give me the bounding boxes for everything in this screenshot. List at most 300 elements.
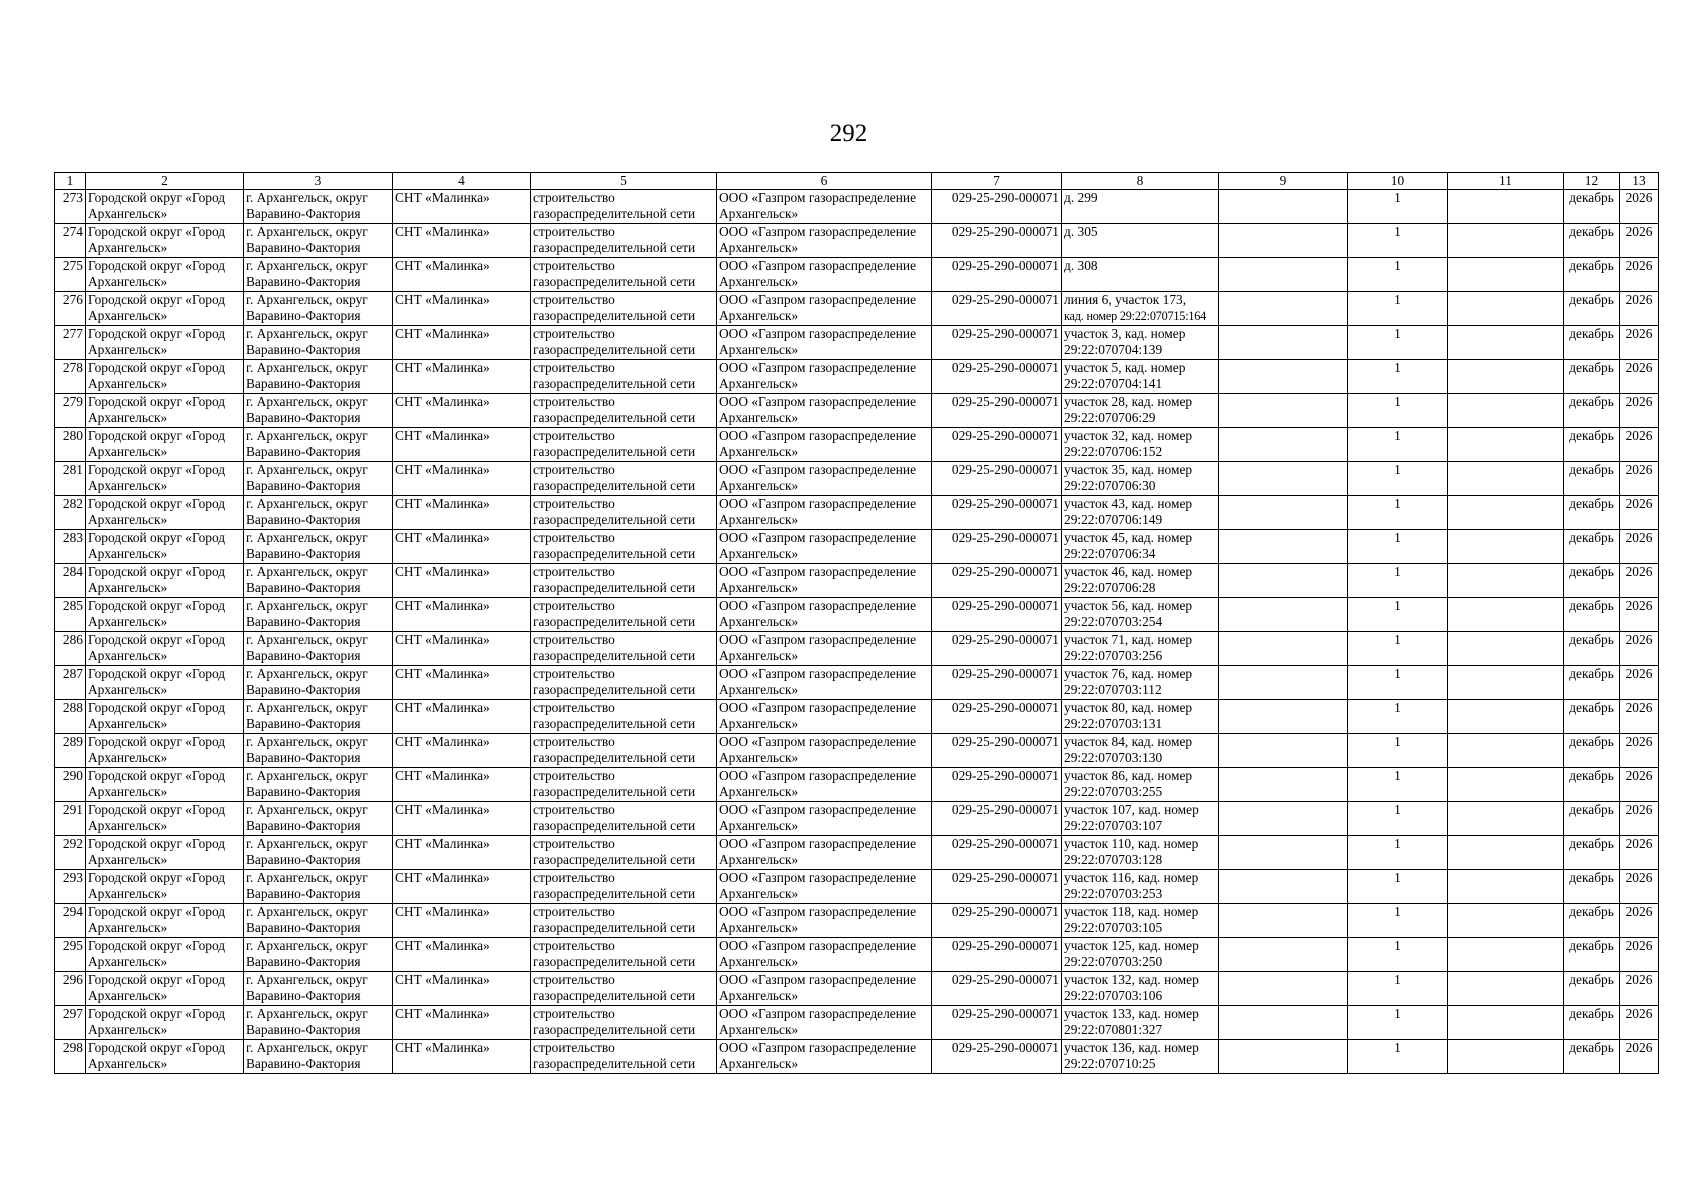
work-type-line-1: строительство xyxy=(533,904,615,919)
address-cell xyxy=(1062,1006,1219,1040)
row-number-text: 279 xyxy=(62,394,83,409)
row-number-text: 276 xyxy=(62,292,83,307)
locality-line-2: Варавино-Фактория xyxy=(246,716,361,731)
column-header: 6 xyxy=(717,173,932,190)
address-line-1: линия 6, участок 173, xyxy=(1064,292,1187,307)
locality-line-1: г. Архангельск, округ xyxy=(246,1040,368,1055)
municipality-cell xyxy=(86,904,244,938)
work-type-line-1: строительство xyxy=(533,938,615,953)
year-text: 2026 xyxy=(1625,1006,1653,1021)
work-type-cell xyxy=(531,292,717,326)
locality-line-2: Варавино-Фактория xyxy=(246,750,361,765)
work-type-line-1: строительство xyxy=(533,734,615,749)
organization-line-1: ООО «Газпром газораспределение xyxy=(719,530,917,545)
table-row xyxy=(55,1006,1659,1040)
column-9-cell xyxy=(1219,1006,1348,1040)
work-type-cell xyxy=(531,836,717,870)
locality-line-1: г. Архангельск, округ xyxy=(246,870,368,885)
settlement-text: СНТ «Малинка» xyxy=(395,1040,490,1055)
work-type-line-1: строительство xyxy=(533,428,615,443)
year-cell xyxy=(1620,360,1659,394)
municipality-cell xyxy=(86,836,244,870)
quantity-text: 1 xyxy=(1394,1040,1401,1055)
code-cell xyxy=(932,360,1062,394)
column-11-cell xyxy=(1448,394,1564,428)
address-line-2: 29:22:070703:130 xyxy=(1064,750,1163,765)
quantity-text: 1 xyxy=(1394,428,1401,443)
code-cell xyxy=(932,904,1062,938)
column-header: 7 xyxy=(932,173,1062,190)
organization-line-1: ООО «Газпром газораспределение xyxy=(719,802,917,817)
code-cell xyxy=(932,190,1062,224)
municipality-line-1: Городской округ «Город xyxy=(88,598,226,613)
year-cell xyxy=(1620,428,1659,462)
municipality-line-1: Городской округ «Город xyxy=(88,700,226,715)
year-cell xyxy=(1620,802,1659,836)
work-type-line-2: газораспределительной сети xyxy=(533,648,696,663)
work-type-line-1: строительство xyxy=(533,1006,615,1021)
quantity-cell xyxy=(1348,462,1448,496)
organization-cell xyxy=(717,666,932,700)
address-line-1: участок 118, кад. номер xyxy=(1064,904,1199,919)
table-row xyxy=(55,938,1659,972)
row-number xyxy=(55,292,86,326)
quantity-cell xyxy=(1348,394,1448,428)
month-text: декабрь xyxy=(1569,530,1614,545)
row-number xyxy=(55,530,86,564)
work-type-cell xyxy=(531,666,717,700)
locality-line-1: г. Архангельск, округ xyxy=(246,224,368,239)
year-cell xyxy=(1620,564,1659,598)
work-type-cell xyxy=(531,190,717,224)
table-row xyxy=(55,326,1659,360)
quantity-cell xyxy=(1348,768,1448,802)
column-11-cell xyxy=(1448,768,1564,802)
organization-line-2: Архангельск» xyxy=(719,818,799,833)
municipality-line-2: Архангельск» xyxy=(88,614,168,629)
locality-line-2: Варавино-Фактория xyxy=(246,682,361,697)
code-text: 029-25-290-000071 xyxy=(951,938,1059,953)
organization-cell xyxy=(717,768,932,802)
column-header: 13 xyxy=(1620,173,1659,190)
column-11-cell xyxy=(1448,258,1564,292)
year-cell xyxy=(1620,292,1659,326)
organization-line-1: ООО «Газпром газораспределение xyxy=(719,224,917,239)
column-header: 12 xyxy=(1564,173,1620,190)
column-9-cell xyxy=(1219,394,1348,428)
municipality-line-1: Городской округ «Город xyxy=(88,1040,226,1055)
address-line-2: 29:22:070703:131 xyxy=(1064,716,1163,731)
organization-line-2: Архангельск» xyxy=(719,614,799,629)
month-text: декабрь xyxy=(1569,462,1614,477)
quantity-text: 1 xyxy=(1394,836,1401,851)
work-type-line-1: строительство xyxy=(533,700,615,715)
work-type-line-1: строительство xyxy=(533,496,615,511)
month-cell xyxy=(1564,496,1620,530)
address-line-1: д. 308 xyxy=(1064,258,1098,273)
month-text: декабрь xyxy=(1569,938,1614,953)
organization-line-1: ООО «Газпром газораспределение xyxy=(719,1040,917,1055)
organization-line-1: ООО «Газпром газораспределение xyxy=(719,360,917,375)
code-text: 029-25-290-000071 xyxy=(951,734,1059,749)
column-9-cell xyxy=(1219,428,1348,462)
settlement-cell xyxy=(393,972,531,1006)
address-line-2: 29:22:070706:152 xyxy=(1064,444,1163,459)
quantity-cell xyxy=(1348,904,1448,938)
year-cell xyxy=(1620,1040,1659,1074)
column-11-cell xyxy=(1448,870,1564,904)
row-number xyxy=(55,1040,86,1074)
column-11-cell xyxy=(1448,360,1564,394)
work-type-cell xyxy=(531,326,717,360)
work-type-line-1: строительство xyxy=(533,802,615,817)
organization-line-1: ООО «Газпром газораспределение xyxy=(719,326,917,341)
year-text: 2026 xyxy=(1625,632,1653,647)
address-cell xyxy=(1062,768,1219,802)
organization-line-1: ООО «Газпром газораспределение xyxy=(719,972,917,987)
column-11-cell xyxy=(1448,632,1564,666)
month-cell xyxy=(1564,938,1620,972)
municipality-cell xyxy=(86,394,244,428)
municipality-cell xyxy=(86,768,244,802)
work-type-cell xyxy=(531,564,717,598)
locality-cell xyxy=(244,224,393,258)
code-text: 029-25-290-000071 xyxy=(951,190,1059,205)
quantity-cell xyxy=(1348,598,1448,632)
work-type-line-1: строительство xyxy=(533,564,615,579)
settlement-text: СНТ «Малинка» xyxy=(395,768,490,783)
year-cell xyxy=(1620,972,1659,1006)
organization-line-2: Архангельск» xyxy=(719,206,799,221)
quantity-text: 1 xyxy=(1394,258,1401,273)
address-cell xyxy=(1062,802,1219,836)
work-type-line-1: строительство xyxy=(533,972,615,987)
municipality-line-2: Архангельск» xyxy=(88,920,168,935)
row-number xyxy=(55,598,86,632)
row-number-text: 282 xyxy=(62,496,83,511)
address-line-2: 29:22:070703:106 xyxy=(1064,988,1163,1003)
row-number-text: 284 xyxy=(62,564,83,579)
table-row xyxy=(55,564,1659,598)
year-text: 2026 xyxy=(1625,394,1653,409)
address-cell xyxy=(1062,972,1219,1006)
year-text: 2026 xyxy=(1625,666,1653,681)
locality-line-2: Варавино-Фактория xyxy=(246,648,361,663)
municipality-line-2: Архангельск» xyxy=(88,240,168,255)
row-number-text: 289 xyxy=(62,734,83,749)
work-type-cell xyxy=(531,462,717,496)
locality-line-2: Варавино-Фактория xyxy=(246,886,361,901)
code-cell xyxy=(932,258,1062,292)
settlement-cell xyxy=(393,1040,531,1074)
column-9-cell xyxy=(1219,292,1348,326)
year-text: 2026 xyxy=(1625,768,1653,783)
row-number-text: 287 xyxy=(62,666,83,681)
locality-cell xyxy=(244,1006,393,1040)
column-11-cell xyxy=(1448,564,1564,598)
locality-line-1: г. Архангельск, округ xyxy=(246,802,368,817)
table-row xyxy=(55,462,1659,496)
column-11-cell xyxy=(1448,598,1564,632)
settlement-cell xyxy=(393,836,531,870)
address-line-2: 29:22:070706:34 xyxy=(1064,546,1156,561)
settlement-cell xyxy=(393,360,531,394)
work-type-line-2: газораспределительной сети xyxy=(533,342,696,357)
organization-cell xyxy=(717,258,932,292)
quantity-cell xyxy=(1348,802,1448,836)
page-number: 292 xyxy=(829,120,868,147)
quantity-text: 1 xyxy=(1394,292,1401,307)
table-row xyxy=(55,360,1659,394)
locality-line-2: Варавино-Фактория xyxy=(246,206,361,221)
code-cell xyxy=(932,1040,1062,1074)
quantity-cell xyxy=(1348,870,1448,904)
quantity-cell xyxy=(1348,564,1448,598)
address-line-1: участок 43, кад. номер xyxy=(1064,496,1193,511)
organization-cell xyxy=(717,292,932,326)
municipality-line-2: Архангельск» xyxy=(88,648,168,663)
work-type-line-2: газораспределительной сети xyxy=(533,410,696,425)
settlement-text: СНТ «Малинка» xyxy=(395,190,490,205)
municipality-cell xyxy=(86,1040,244,1074)
quantity-cell xyxy=(1348,360,1448,394)
row-number-text: 283 xyxy=(62,530,83,545)
year-cell xyxy=(1620,904,1659,938)
month-cell xyxy=(1564,190,1620,224)
locality-line-2: Варавино-Фактория xyxy=(246,818,361,833)
code-cell xyxy=(932,666,1062,700)
municipality-cell xyxy=(86,972,244,1006)
locality-line-1: г. Архангельск, округ xyxy=(246,598,368,613)
organization-line-1: ООО «Газпром газораспределение xyxy=(719,700,917,715)
work-type-line-1: строительство xyxy=(533,836,615,851)
settlement-cell xyxy=(393,224,531,258)
quantity-cell xyxy=(1348,632,1448,666)
locality-cell xyxy=(244,938,393,972)
municipality-cell xyxy=(86,938,244,972)
column-9-cell xyxy=(1219,734,1348,768)
work-type-cell xyxy=(531,360,717,394)
locality-line-1: г. Архангельск, округ xyxy=(246,904,368,919)
organization-line-2: Архангельск» xyxy=(719,342,799,357)
municipality-line-2: Архангельск» xyxy=(88,818,168,833)
month-text: декабрь xyxy=(1569,972,1614,987)
work-type-cell xyxy=(531,734,717,768)
column-number-row xyxy=(55,173,1659,190)
month-text: декабрь xyxy=(1569,1006,1614,1021)
work-type-cell xyxy=(531,972,717,1006)
quantity-cell xyxy=(1348,734,1448,768)
work-type-line-1: строительство xyxy=(533,224,615,239)
month-cell xyxy=(1564,870,1620,904)
organization-cell xyxy=(717,836,932,870)
locality-line-2: Варавино-Фактория xyxy=(246,546,361,561)
address-line-1: участок 125, кад. номер xyxy=(1064,938,1199,953)
code-text: 029-25-290-000071 xyxy=(951,632,1059,647)
settlement-text: СНТ «Малинка» xyxy=(395,564,490,579)
code-cell xyxy=(932,326,1062,360)
organization-cell xyxy=(717,462,932,496)
code-cell xyxy=(932,700,1062,734)
organization-line-2: Архангельск» xyxy=(719,546,799,561)
month-text: декабрь xyxy=(1569,734,1614,749)
work-type-line-1: строительство xyxy=(533,394,615,409)
work-type-cell xyxy=(531,428,717,462)
year-text: 2026 xyxy=(1625,292,1653,307)
quantity-cell xyxy=(1348,700,1448,734)
column-11-cell xyxy=(1448,700,1564,734)
municipality-cell xyxy=(86,258,244,292)
address-line-2: 29:22:070703:107 xyxy=(1064,818,1163,833)
column-9-cell xyxy=(1219,768,1348,802)
year-text: 2026 xyxy=(1625,938,1653,953)
work-type-cell xyxy=(531,802,717,836)
settlement-cell xyxy=(393,1006,531,1040)
year-text: 2026 xyxy=(1625,1040,1653,1055)
municipality-cell xyxy=(86,190,244,224)
quantity-text: 1 xyxy=(1394,1006,1401,1021)
address-line-2: 29:22:070703:256 xyxy=(1064,648,1163,663)
work-type-line-2: газораспределительной сети xyxy=(533,954,696,969)
settlement-text: СНТ «Малинка» xyxy=(395,836,490,851)
municipality-cell xyxy=(86,1006,244,1040)
column-11-cell xyxy=(1448,938,1564,972)
locality-line-2: Варавино-Фактория xyxy=(246,852,361,867)
month-cell xyxy=(1564,700,1620,734)
settlement-cell xyxy=(393,734,531,768)
address-line-1: участок 136, кад. номер xyxy=(1064,1040,1199,1055)
address-cell xyxy=(1062,870,1219,904)
quantity-cell xyxy=(1348,1040,1448,1074)
municipality-line-1: Городской округ «Город xyxy=(88,360,226,375)
column-9-cell xyxy=(1219,190,1348,224)
month-text: декабрь xyxy=(1569,836,1614,851)
locality-cell xyxy=(244,802,393,836)
row-number xyxy=(55,904,86,938)
municipality-line-1: Городской округ «Город xyxy=(88,394,226,409)
row-number xyxy=(55,700,86,734)
municipality-line-2: Архангельск» xyxy=(88,274,168,289)
municipality-line-2: Архангельск» xyxy=(88,784,168,799)
column-9-cell xyxy=(1219,938,1348,972)
code-cell xyxy=(932,428,1062,462)
organization-cell xyxy=(717,632,932,666)
municipality-line-1: Городской округ «Город xyxy=(88,972,226,987)
address-line-2: 29:22:070710:25 xyxy=(1064,1056,1156,1071)
column-9-cell xyxy=(1219,462,1348,496)
month-text: декабрь xyxy=(1569,190,1614,205)
organization-cell xyxy=(717,870,932,904)
work-type-line-2: газораспределительной сети xyxy=(533,444,696,459)
municipality-line-2: Архангельск» xyxy=(88,206,168,221)
municipality-line-2: Архангельск» xyxy=(88,886,168,901)
address-line-1: участок 45, кад. номер xyxy=(1064,530,1193,545)
address-line-1: участок 3, кад. номер xyxy=(1064,326,1186,341)
municipality-line-1: Городской округ «Город xyxy=(88,768,226,783)
work-type-cell xyxy=(531,870,717,904)
municipality-cell xyxy=(86,598,244,632)
organization-cell xyxy=(717,394,932,428)
organization-line-2: Архангельск» xyxy=(719,852,799,867)
locality-line-2: Варавино-Фактория xyxy=(246,512,361,527)
year-text: 2026 xyxy=(1625,564,1653,579)
work-type-cell xyxy=(531,1006,717,1040)
year-cell xyxy=(1620,1006,1659,1040)
municipality-line-2: Архангельск» xyxy=(88,342,168,357)
month-cell xyxy=(1564,394,1620,428)
work-type-line-1: строительство xyxy=(533,768,615,783)
column-11-cell xyxy=(1448,1040,1564,1074)
locality-line-1: г. Архангельск, округ xyxy=(246,972,368,987)
row-number xyxy=(55,326,86,360)
row-number-text: 278 xyxy=(62,360,83,375)
locality-line-2: Варавино-Фактория xyxy=(246,240,361,255)
quantity-text: 1 xyxy=(1394,768,1401,783)
address-cell xyxy=(1062,938,1219,972)
organization-cell xyxy=(717,938,932,972)
locality-cell xyxy=(244,428,393,462)
month-text: декабрь xyxy=(1569,428,1614,443)
column-11-cell xyxy=(1448,292,1564,326)
code-cell xyxy=(932,972,1062,1006)
column-11-cell xyxy=(1448,428,1564,462)
municipality-cell xyxy=(86,428,244,462)
column-11-cell xyxy=(1448,972,1564,1006)
organization-line-1: ООО «Газпром газораспределение xyxy=(719,768,917,783)
month-cell xyxy=(1564,428,1620,462)
address-cell xyxy=(1062,360,1219,394)
municipality-line-2: Архангельск» xyxy=(88,546,168,561)
settlement-cell xyxy=(393,632,531,666)
table-row xyxy=(55,292,1659,326)
code-text: 029-25-290-000071 xyxy=(951,224,1059,239)
month-cell xyxy=(1564,564,1620,598)
month-text: декабрь xyxy=(1569,632,1614,647)
quantity-cell xyxy=(1348,224,1448,258)
work-type-cell xyxy=(531,1040,717,1074)
address-line-2: 29:22:070703:112 xyxy=(1064,682,1162,697)
code-cell xyxy=(932,802,1062,836)
address-cell xyxy=(1062,428,1219,462)
month-cell xyxy=(1564,598,1620,632)
month-cell xyxy=(1564,972,1620,1006)
month-cell xyxy=(1564,802,1620,836)
month-text: декабрь xyxy=(1569,258,1614,273)
locality-line-1: г. Архангельск, округ xyxy=(246,564,368,579)
address-line-2: 29:22:070706:28 xyxy=(1064,580,1156,595)
year-text: 2026 xyxy=(1625,224,1653,239)
year-cell xyxy=(1620,768,1659,802)
year-cell xyxy=(1620,836,1659,870)
register-table xyxy=(54,172,1659,1074)
work-type-line-2: газораспределительной сети xyxy=(533,716,696,731)
column-header: 1 xyxy=(55,173,86,190)
column-header: 4 xyxy=(393,173,531,190)
work-type-cell xyxy=(531,768,717,802)
work-type-line-1: строительство xyxy=(533,258,615,273)
work-type-cell xyxy=(531,632,717,666)
column-9-cell xyxy=(1219,326,1348,360)
table-row xyxy=(55,802,1659,836)
work-type-cell xyxy=(531,904,717,938)
settlement-text: СНТ «Малинка» xyxy=(395,292,490,307)
organization-line-2: Архангельск» xyxy=(719,410,799,425)
address-line-1: участок 80, кад. номер xyxy=(1064,700,1193,715)
locality-cell xyxy=(244,326,393,360)
column-9-cell xyxy=(1219,972,1348,1006)
address-line-1: участок 110, кад. номер xyxy=(1064,836,1199,851)
locality-cell xyxy=(244,190,393,224)
